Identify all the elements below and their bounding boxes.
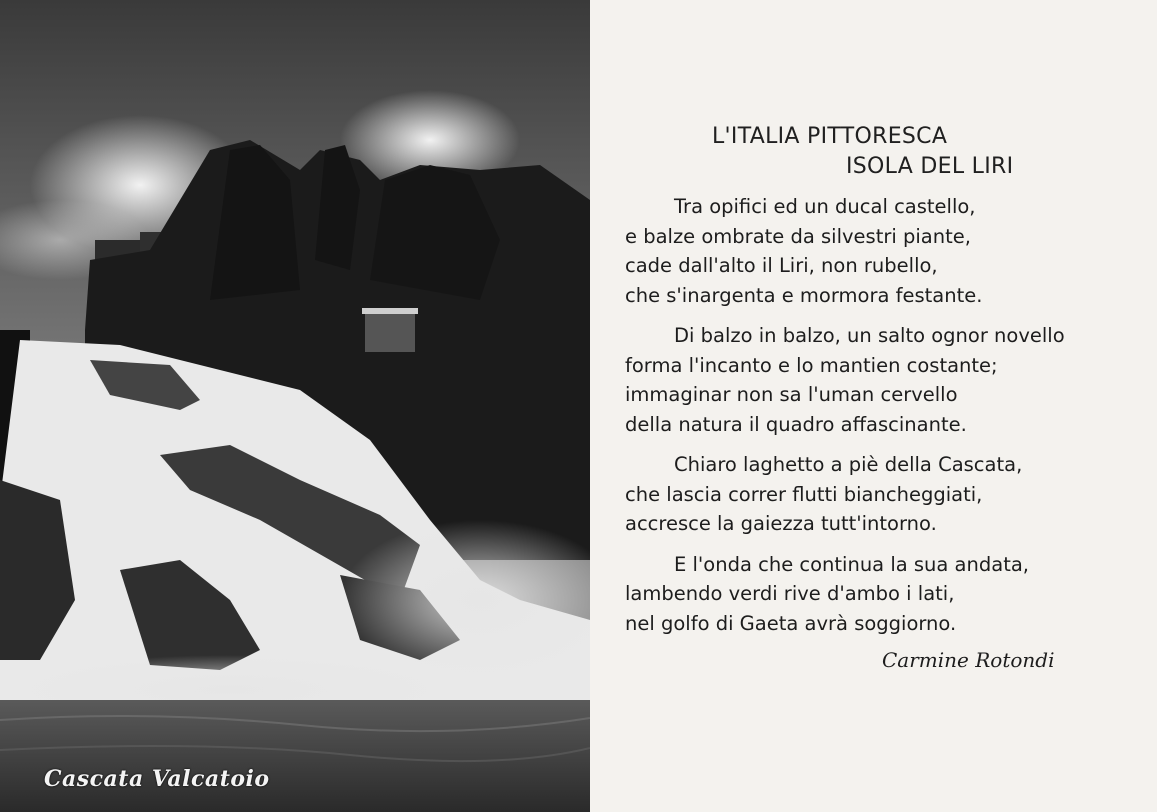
poem-line: Tra opifici ed un ducal castello,	[674, 195, 976, 218]
poem-author: Carmine Rotondi	[882, 648, 1055, 672]
poem-line: nel golfo di Gaeta avrà soggiorno.	[625, 611, 957, 635]
poem-line: lambendo verdi rive d'ambo i lati,	[625, 582, 955, 605]
poem-page	[590, 0, 1157, 812]
poem-line: forma l'incanto e lo mantien costante;	[625, 353, 998, 377]
poem-title	[712, 122, 1013, 182]
poem-line: cade dall'alto il Liri, non rubello,	[625, 254, 938, 277]
poem-line: Chiaro laghetto a piè della Cascata,	[674, 453, 1023, 476]
title-line-2: ISOLA DEL LIRI	[846, 154, 1014, 179]
title-line-1: L'ITALIA PITTORESCA	[712, 124, 948, 149]
poem-line: che s'inargenta e mormora festante.	[625, 283, 983, 307]
poem-body	[625, 192, 1155, 649]
poem-line: E l'onda che continua la sua andata,	[674, 552, 1029, 576]
photo-caption: Cascata Valcatoio	[44, 766, 270, 792]
poem-line: e balze ombrate da silvestri piante,	[625, 224, 971, 248]
stanza-2	[625, 321, 1155, 439]
poem-line: che lascia correr flutti biancheggiati,	[625, 482, 983, 506]
poem-line: immaginar non sa l'uman cervello	[625, 383, 958, 406]
stanza-4	[625, 550, 1155, 639]
stanza-1	[625, 192, 1155, 310]
stanza-3	[625, 450, 1155, 539]
poem-line: Di balzo in balzo, un salto ognor novello	[674, 324, 1065, 347]
poem-line: accresce la gaiezza tutt'intorno.	[625, 512, 937, 535]
poem-line: della natura il quadro affascinante.	[625, 412, 967, 436]
